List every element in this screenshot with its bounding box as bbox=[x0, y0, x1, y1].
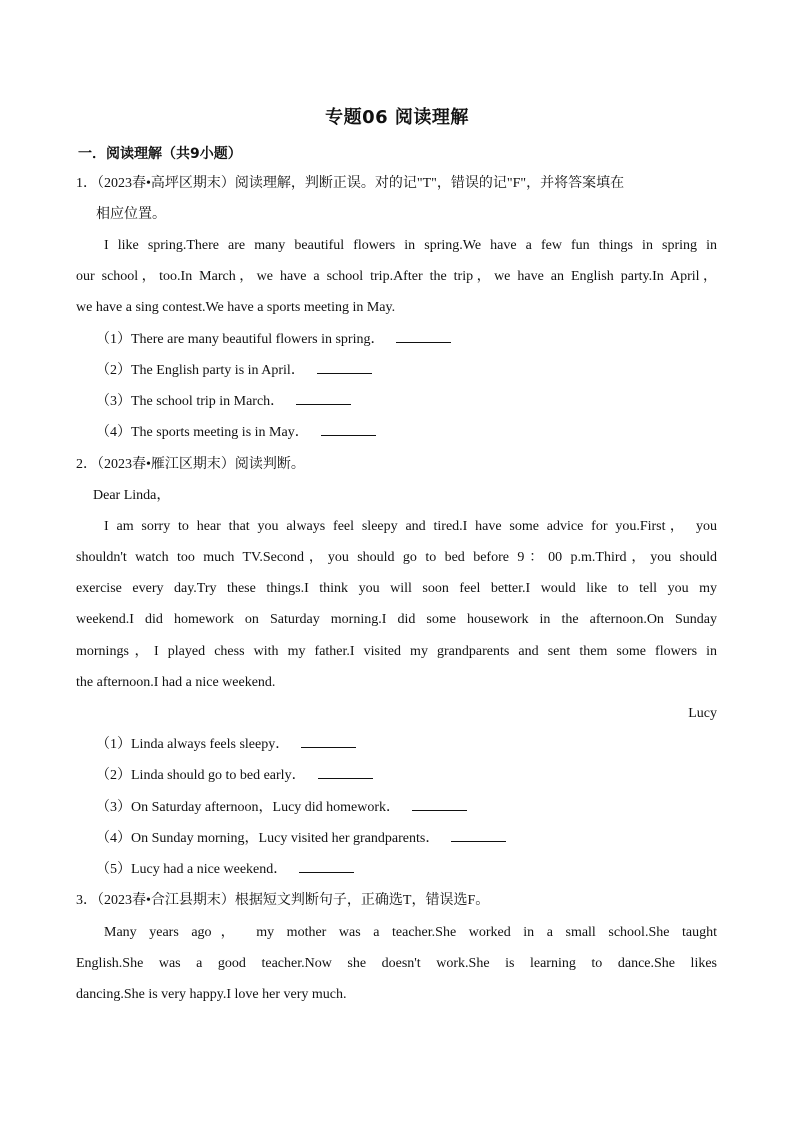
q2-header: 2．（2023春•雁江区期末）阅读判断。 bbox=[76, 457, 305, 472]
q1-item bbox=[96, 392, 351, 412]
answer-blank[interactable] bbox=[318, 766, 373, 779]
q3-header: 3．（2023春•合江县期末）根据短文判断句子，正确选T，错误选F。 bbox=[76, 893, 490, 908]
q2-item bbox=[96, 829, 506, 849]
q2-item bbox=[96, 860, 354, 880]
q2-passage-line: shouldn't watch too much TV.Second，you should go to bed before 9：00 p.m.Third，you should bbox=[76, 550, 717, 565]
q1-item-text: （3）The school trip in March． bbox=[96, 394, 285, 409]
answer-blank[interactable] bbox=[296, 392, 351, 405]
q1-item bbox=[96, 423, 376, 443]
q2-item-text: （4）On Sunday morning，Lucy visited her grandparents． bbox=[96, 831, 440, 846]
q2-item-text: （3）On Saturday afternoon，Lucy did homework． bbox=[96, 800, 401, 815]
q2-passage-line: mornings，I played chess with my father.I visited my grandparents and sent them some flowers in bbox=[76, 644, 717, 659]
answer-blank[interactable] bbox=[301, 735, 356, 748]
q2-item-text: （5）Lucy had a nice weekend． bbox=[96, 862, 288, 877]
q2-item bbox=[96, 798, 467, 818]
q2-item-text: （2）Linda should go to bed early． bbox=[96, 768, 306, 783]
section-header: 一．阅读理解（共9小题） bbox=[78, 146, 242, 162]
answer-blank[interactable] bbox=[396, 330, 451, 343]
q1-passage-line: our school，too.In March，we have a school trip.After the trip，we have an English party.In April， bbox=[76, 269, 717, 284]
answer-blank[interactable] bbox=[321, 423, 376, 436]
q1-item-text: （4）The sports meeting is in May． bbox=[96, 425, 309, 440]
q1-item-text: （1）There are many beautiful flowers in spring． bbox=[96, 332, 385, 347]
q2-item bbox=[96, 735, 356, 755]
q2-passage-line: the afternoon.I had a nice weekend. bbox=[76, 675, 276, 690]
answer-blank[interactable] bbox=[412, 798, 467, 811]
q2-passage-line: I am sorry to hear that you always feel sleepy and tired.I have some advice for you.First， you bbox=[104, 519, 717, 534]
q1-item-text: （2）The English party is in April． bbox=[96, 363, 305, 378]
answer-blank[interactable] bbox=[451, 829, 506, 842]
page-title: 专题06 阅读理解 bbox=[325, 107, 469, 128]
q1-passage-line: we have a sing contest.We have a sports meeting in May. bbox=[76, 300, 396, 315]
q1-item bbox=[96, 361, 372, 381]
q1-passage-line: I like spring.There are many beautiful flowers in spring.We have a few fun things in spring in bbox=[104, 238, 717, 253]
q2-item bbox=[96, 766, 373, 786]
q1-item bbox=[96, 330, 451, 350]
q3-passage-line: English.She was a good teacher.Now she doesn't work.She is learning to dance.She likes bbox=[76, 956, 717, 971]
q2-passage-line: exercise every day.Try these things.I think you will soon feel better.I would like to tell you my bbox=[76, 581, 717, 596]
q2-greeting: Dear Linda， bbox=[93, 488, 171, 503]
answer-blank[interactable] bbox=[317, 361, 372, 374]
answer-blank[interactable] bbox=[299, 860, 354, 873]
q3-passage-line: dancing.She is very happy.I love her very much. bbox=[76, 987, 347, 1002]
q1-header: 1．（2023春•高坪区期末）阅读理解，判断正误。对的记"T"，错误的记"F"，并将答案填在 bbox=[76, 176, 625, 191]
q2-item-text: （1）Linda always feels sleepy． bbox=[96, 737, 290, 752]
q3-passage-line: Many years ago， my mother was a teacher.She worked in a small school.She taught bbox=[104, 925, 717, 940]
q1-header-cont: 相应位置。 bbox=[96, 207, 166, 222]
q2-signature: Lucy bbox=[688, 706, 717, 721]
q2-passage-line: weekend.I did homework on Saturday morning.I did some housework in the afternoon.On Sunday bbox=[76, 612, 717, 627]
